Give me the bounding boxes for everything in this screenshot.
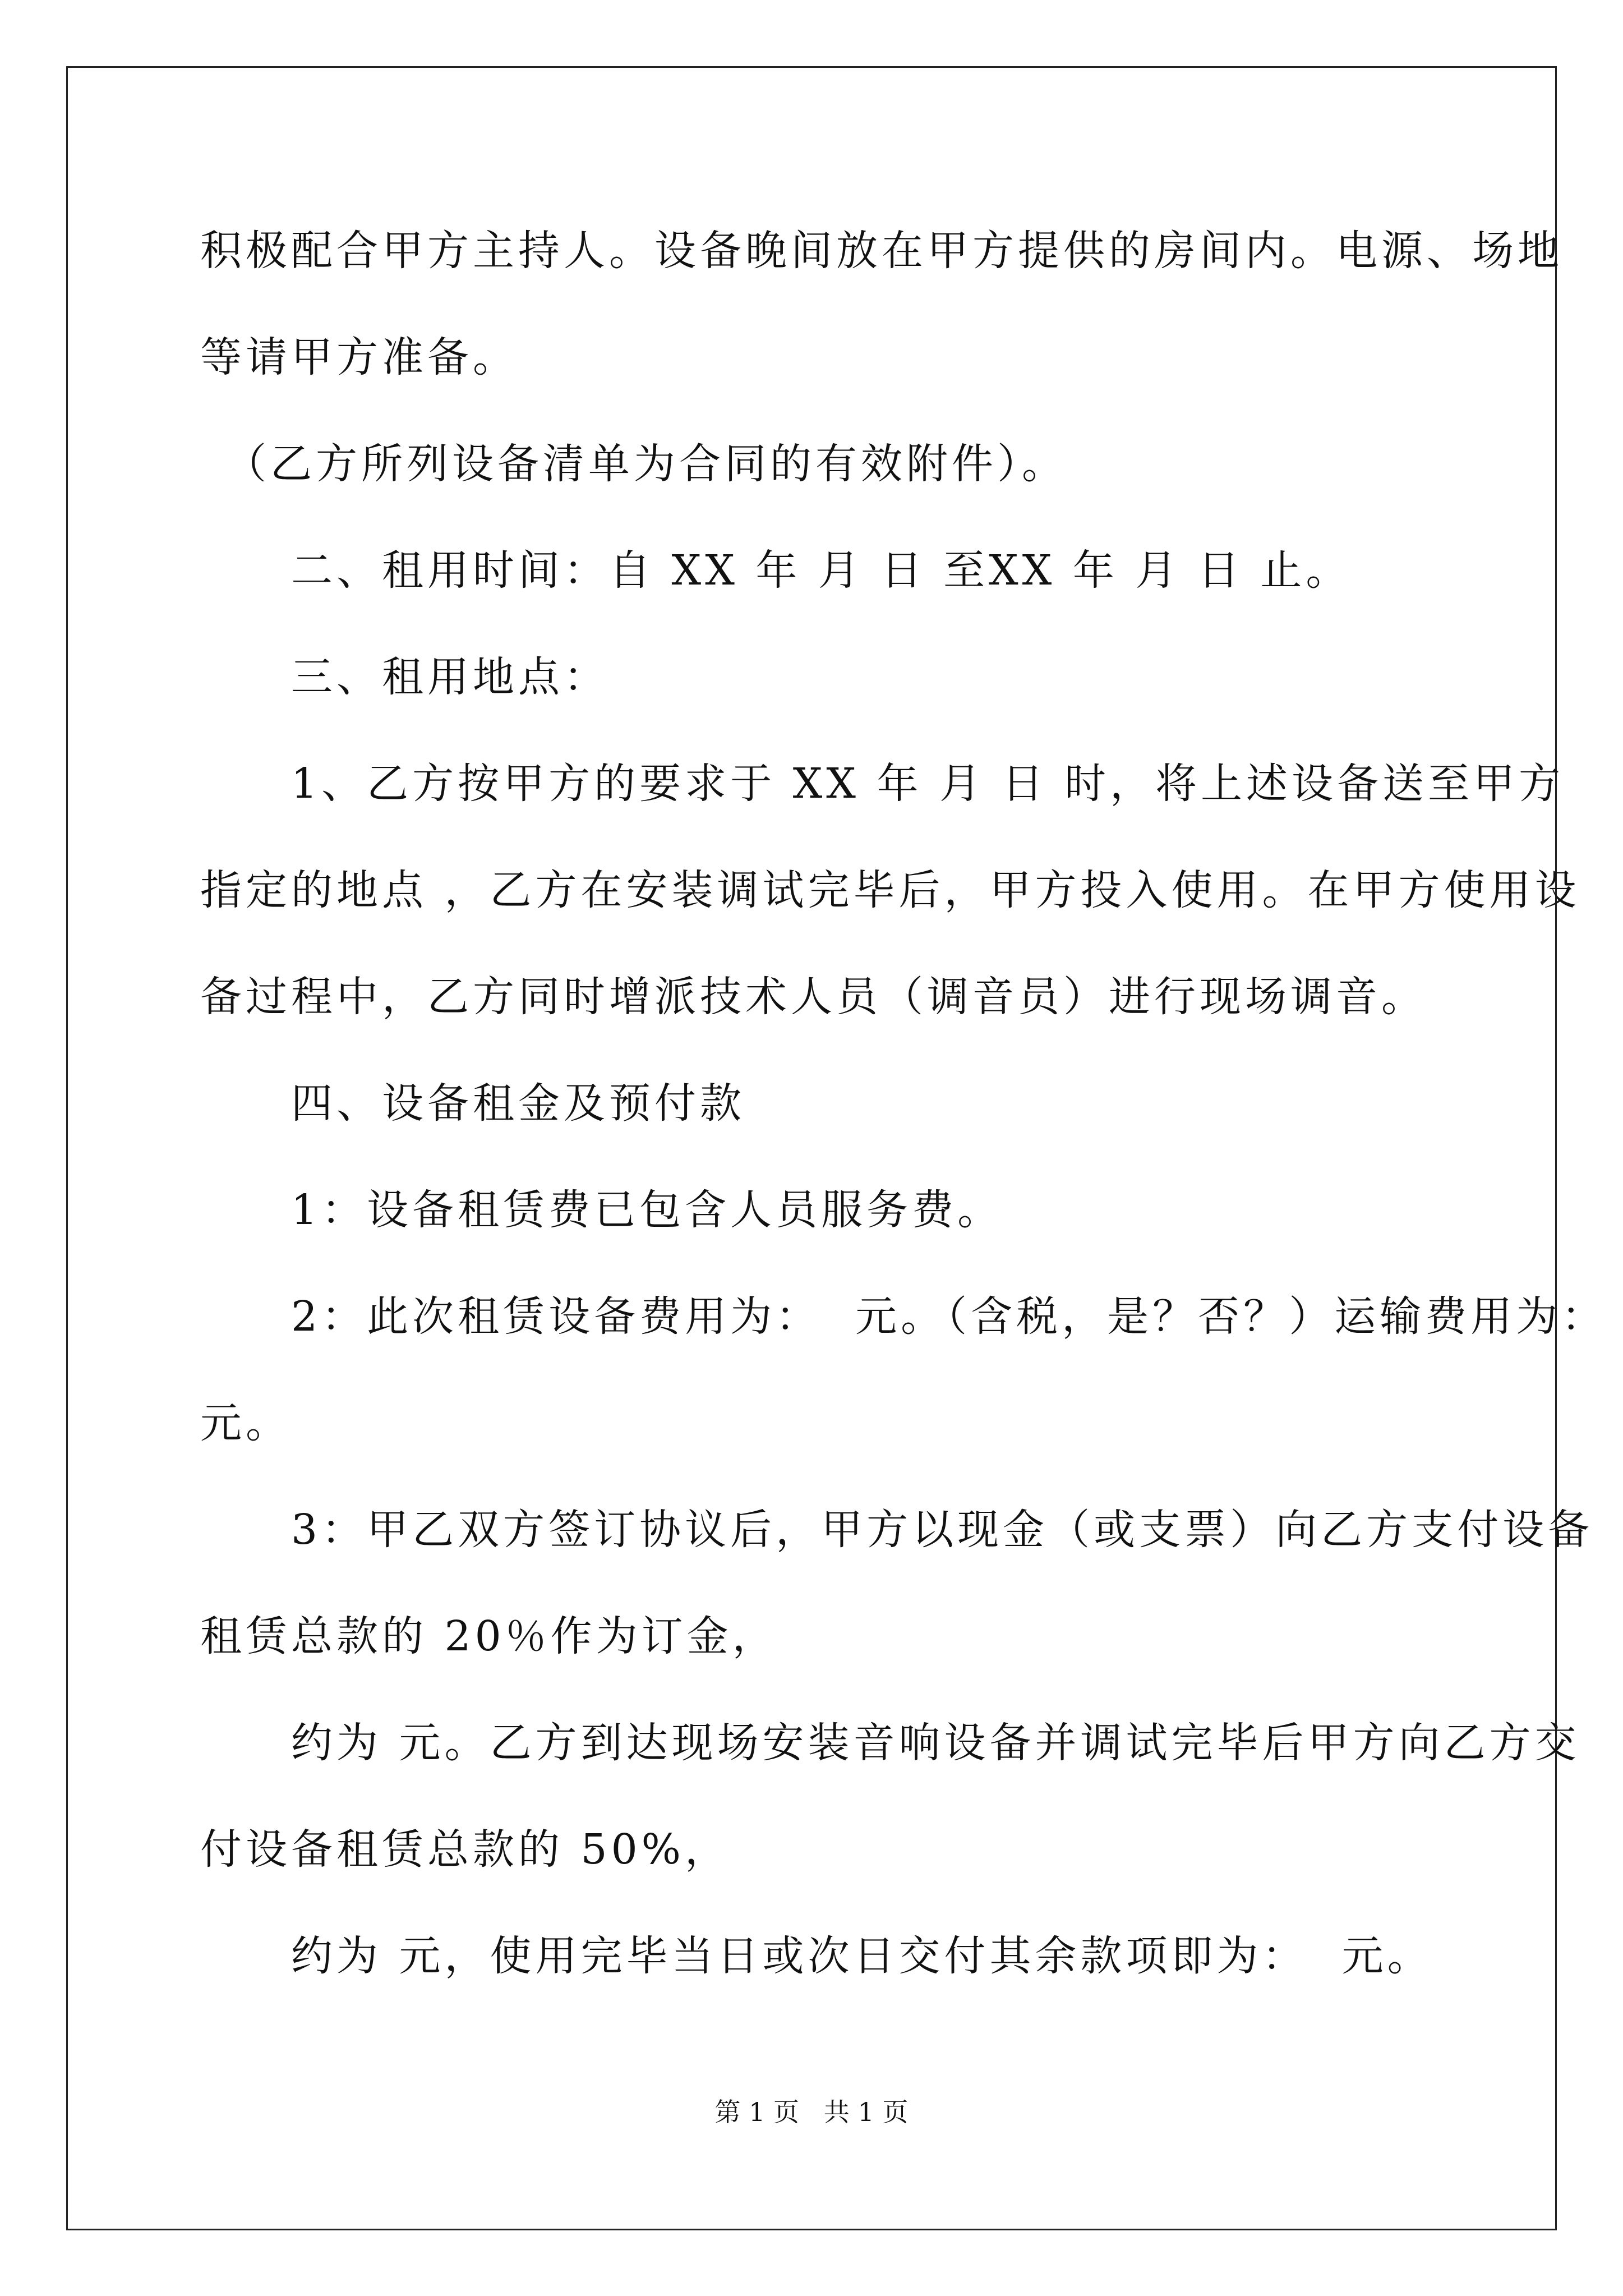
text-line: 租赁总款的 20％作为订金， [200,1612,778,1660]
text-line: 3：甲乙双方签订协议后，甲方以现金（或支票）向乙方支付设备 [200,1506,1594,1554]
text-line: （乙方所列设备清单为合同的有效附件）。 [200,440,1067,488]
text-line: 2：此次租赁设备费用为： 元。（含税，是？否？）运输费用为： [200,1292,1607,1341]
text-line: 积极配合甲方主持人。设备晚间放在甲方提供的房间内。电源、场地 [200,227,1563,275]
section-heading-rent-and-prepayment: 四、设备租金及预付款 [200,1079,745,1128]
text-line: 1、乙方按甲方的要求于 XX 年 月 日 时，将上述设备送至甲方 [200,760,1565,808]
text-line: 指定的地点 ，乙方在安装调试完毕后，甲方投入使用。在甲方使用设 [200,866,1580,914]
section-heading-rental-time: 二、租用时间：自 XX 年 月 日 至XX 年 月 日 止。 [200,546,1352,595]
section-heading-rental-location: 三、租用地点： [200,653,609,701]
text-line: 付设备租赁总款的 50%， [200,1825,730,1874]
text-line: 1：设备租赁费已包含人员服务费。 [200,1186,1003,1234]
text-line: 备过程中，乙方同时增派技术人员（调音员）进行现场调音。 [200,973,1427,1021]
text-line: 约为 元。乙方到达现场安装音响设备并调试完毕后甲方向乙方交 [200,1719,1580,1767]
text-line: 元。 [200,1399,291,1447]
text-line: 等请甲方准备。 [200,333,518,381]
text-line: 约为 元，使用完毕当日或次日交付其余款项即为： 元。 [200,1932,1433,1980]
page-footer: 第 1 页 共 1 页 [714,2097,909,2127]
document-body [200,220,1607,2032]
